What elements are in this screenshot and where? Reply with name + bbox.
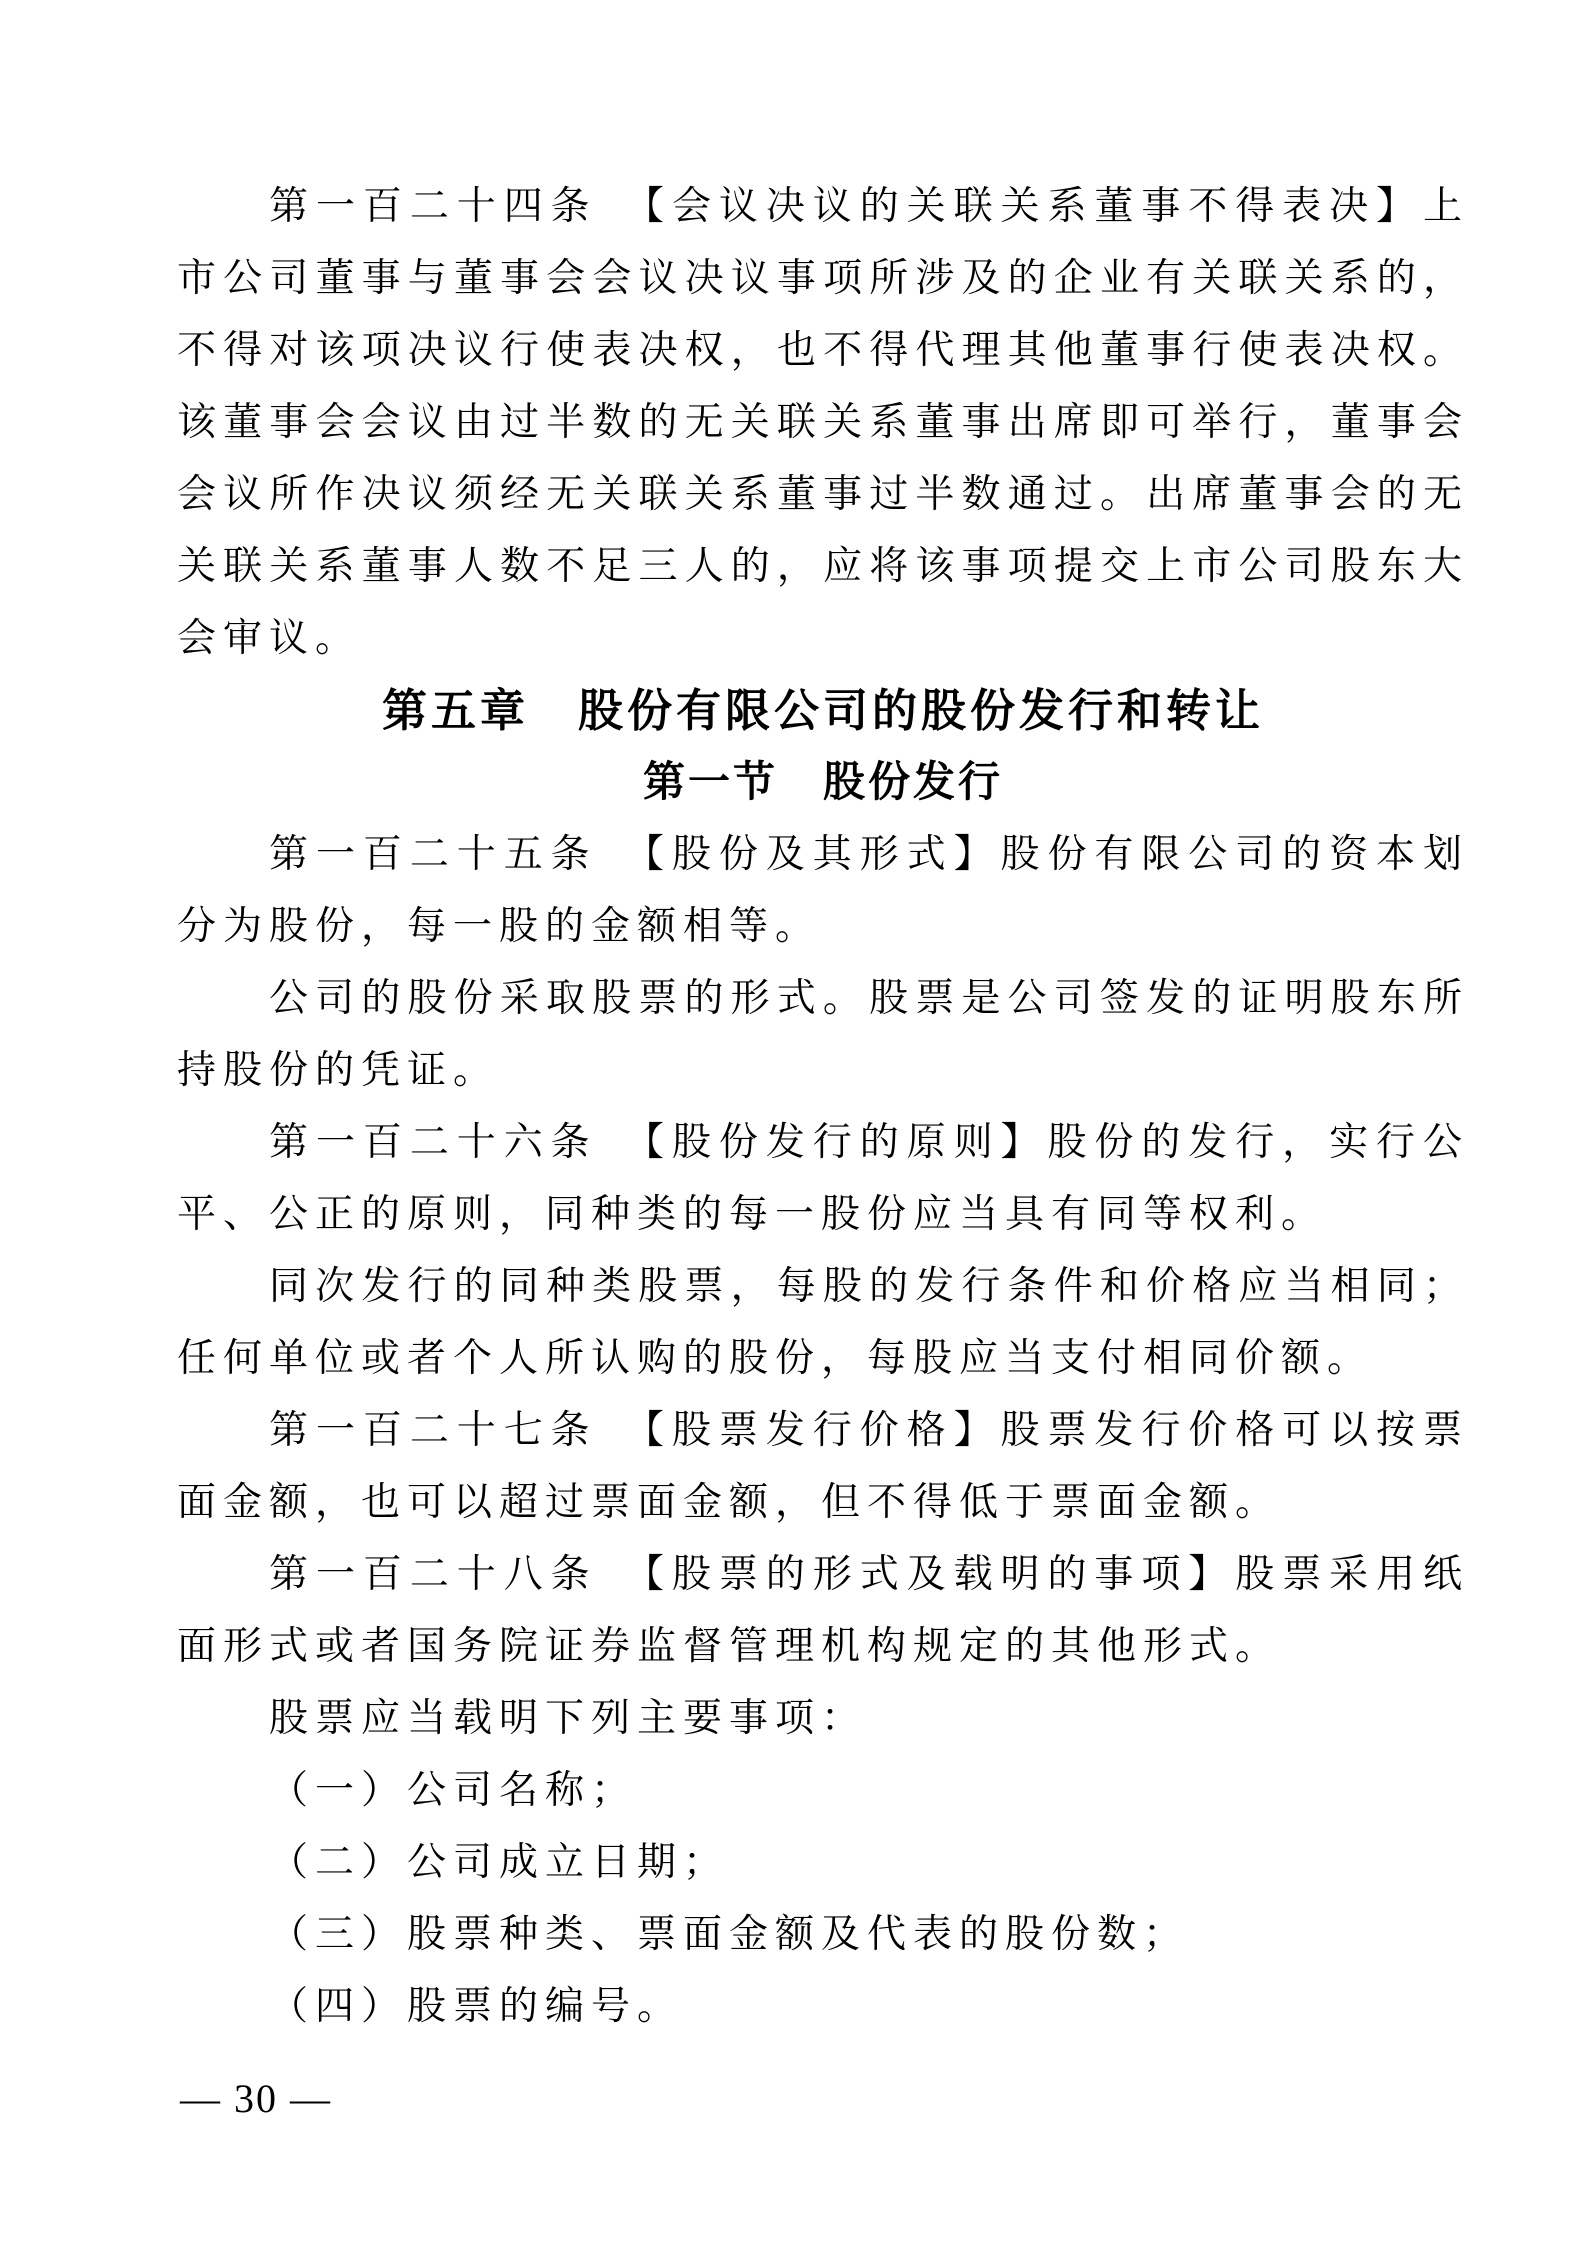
article-126-paragraph-1: 第一百二十六条 【股份发行的原则】股份的发行，实行公平、公正的原则，同种类的每一股份应当具有同等权利。 (177, 1121, 1469, 1236)
list-item-3: （三）股票种类、票面金额及代表的股份数； (269, 1913, 1190, 1956)
list-item-2: （二）公司成立日期； (269, 1841, 730, 1884)
article-128-list-intro: 股票应当载明下列主要事项： (269, 1697, 868, 1740)
article-126-paragraph-2: 同次发行的同种类股票，每股的发行条件和价格应当相同；任何单位或者个人所认购的股份，每股应当支付相同价额。 (177, 1265, 1469, 1380)
list-item-1: （一）公司名称； (269, 1769, 638, 1812)
page-number: — 30 — (180, 2076, 332, 2121)
document-body (177, 171, 1469, 2043)
article-125-paragraph-1: 第一百二十五条 【股份及其形式】股份有限公司的资本划分为股份，每一股的金额相等。 (177, 833, 1469, 948)
chapter-5-heading: 第五章 股份有限公司的股份发行和转让 (381, 686, 1264, 736)
section-1-heading: 第一节 股份发行 (642, 760, 1003, 806)
article-125-paragraph-2: 公司的股份采取股票的形式。股票是公司签发的证明股东所持股份的凭证。 (177, 977, 1469, 1092)
list-item-4: （四）股票的编号。 (269, 1985, 684, 2028)
article-127-text: 第一百二十七条 【股票发行价格】股票发行价格可以按票面金额，也可以超过票面金额，但不得低于票面金额。 (177, 1409, 1469, 1524)
article-128-paragraph-1: 第一百二十八条 【股票的形式及载明的事项】股票采用纸面形式或者国务院证券监督管理机构规定的其他形式。 (177, 1553, 1469, 1668)
article-124-text: 第一百二十四条 【会议决议的关联关系董事不得表决】上市公司董事与董事会会议决议事项所涉及的企业有关联关系的，不得对该项决议行使表决权，也不得代理其他董事行使表决权。该董事会会议由过半数的无关联关系董事出席即可举行，董事会会议所作决议须经无关联关系董事过半数通过。出席董事会的无关联关系董事人数不足三人的，应将该事项提交上市公司股东大会审议。 (177, 185, 1469, 660)
